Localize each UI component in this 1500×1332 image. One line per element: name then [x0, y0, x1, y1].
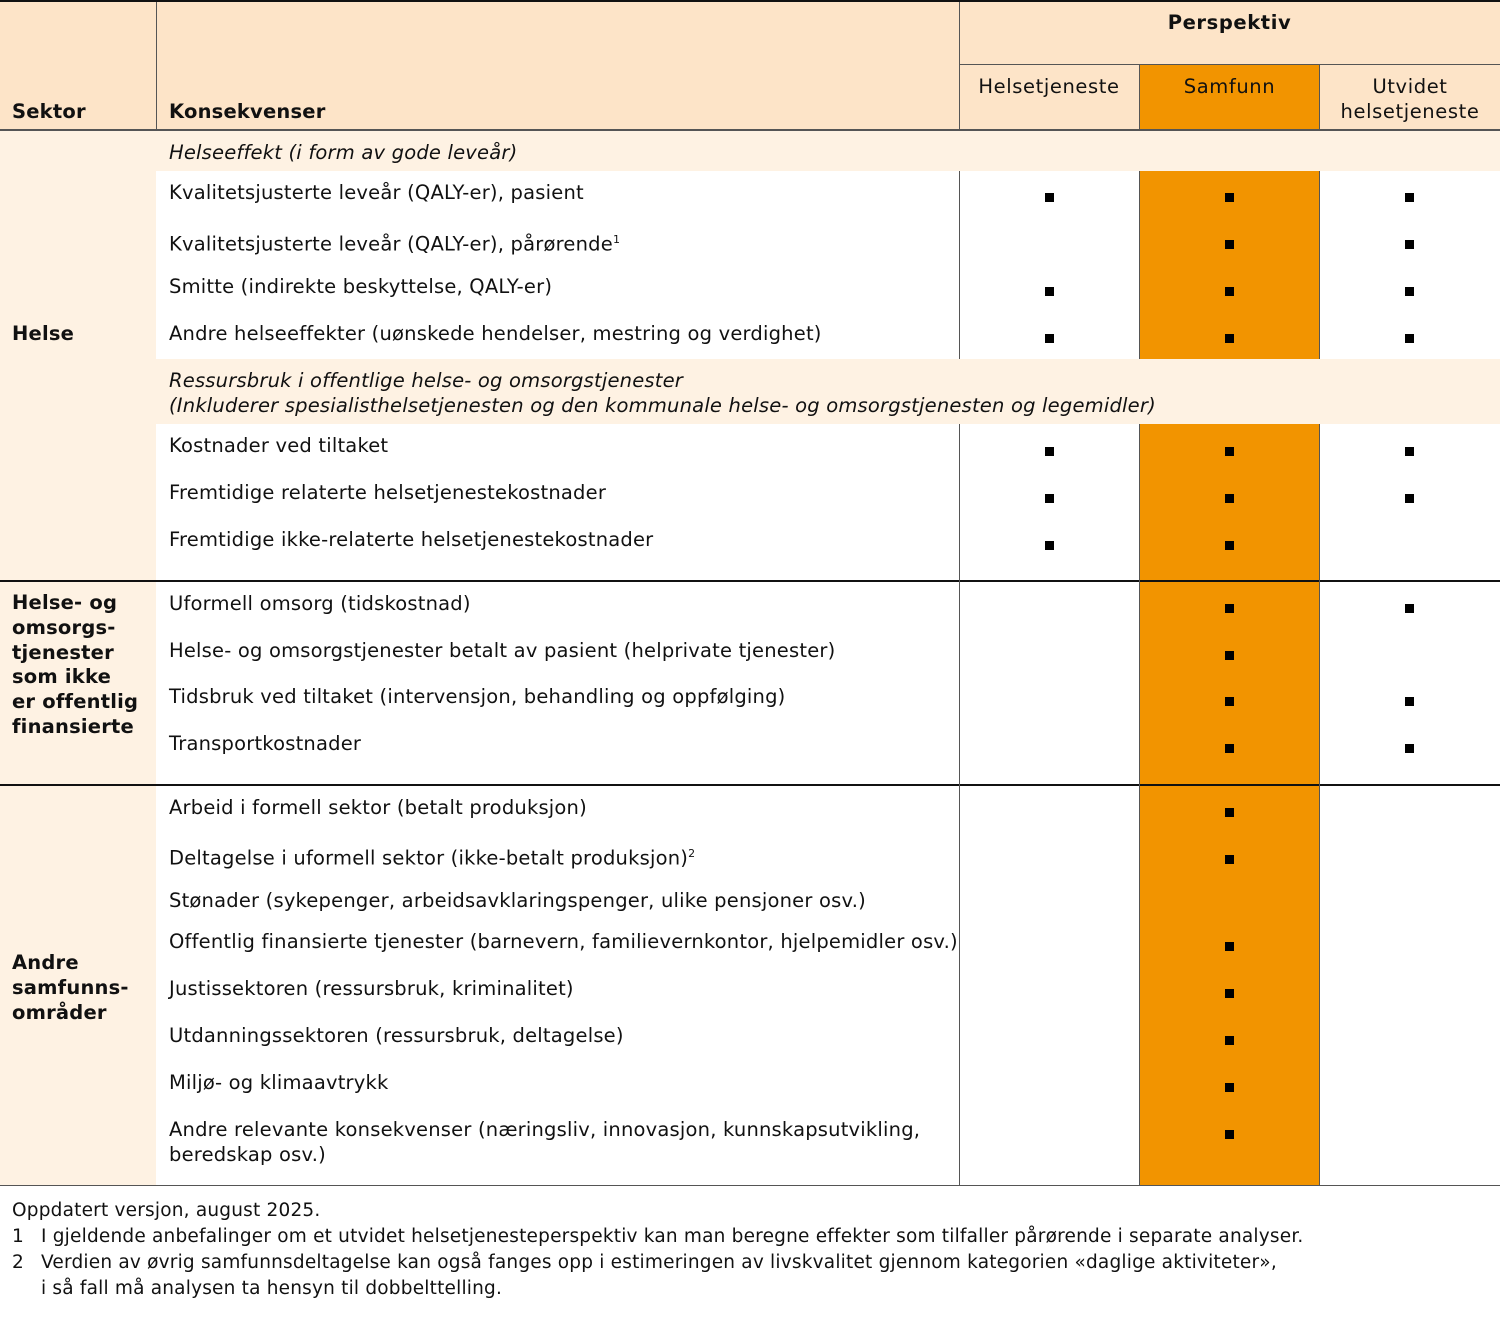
row-label: Kostnader ved tiltaket [169, 434, 389, 457]
sector-line: samfunns- [12, 975, 129, 999]
mark-helsetjeneste [1045, 287, 1054, 296]
header-helsetjeneste: Helsetjeneste [978, 75, 1120, 98]
col-divider-helsetj-b [1139, 424, 1140, 1185]
table-bottom-rule [0, 1185, 1500, 1186]
mark-utvidet [1405, 287, 1414, 296]
mark-samfunn [1225, 193, 1234, 202]
sector-line: Andre [12, 951, 79, 974]
mark-samfunn [1225, 808, 1234, 817]
row-label: Stønader (sykepenger, arbeidsavklaringspenger, ulike pensjoner osv.) [169, 889, 866, 912]
header-utvidet-line2: helsetjeneste [1340, 100, 1480, 123]
mark-helsetjeneste [1045, 447, 1054, 456]
mark-utvidet [1405, 240, 1414, 249]
row-label: Miljø- og klimaavtrykk [169, 1071, 389, 1094]
sector-line: Helse- og [12, 591, 118, 614]
mark-utvidet [1405, 494, 1414, 503]
row-label [169, 841, 695, 871]
sector-line: er offentlig [12, 690, 139, 714]
mark-utvidet [1405, 447, 1414, 456]
mark-samfunn [1225, 334, 1234, 343]
mark-helsetjeneste [1045, 193, 1054, 202]
mark-helsetjeneste [1045, 494, 1054, 503]
mark-samfunn [1225, 494, 1234, 503]
row-label: Utdanningssektoren (ressursbruk, deltagelse) [169, 1024, 624, 1047]
subheader-ressursbruk-line1: Ressursbruk i offentlige helse- og omsorgstjenester [169, 369, 684, 392]
row-label: Kvalitetsjusterte leveår (QALY-er), pasient [169, 181, 584, 204]
row-label-line2: beredskap osv.) [169, 1143, 326, 1166]
footnote-number: 2 [12, 1252, 24, 1273]
col-divider-samfunn-b [1319, 424, 1320, 1185]
col-divider-helsetj-a [1139, 171, 1140, 359]
mark-utvidet [1405, 744, 1414, 753]
updated-note: Oppdatert versjon, august 2025. [12, 1200, 321, 1221]
col-divider-konsekvenser-b [959, 424, 960, 1185]
sector-line: tjenester [12, 640, 114, 664]
footnote-ref: 2 [688, 847, 696, 860]
row-label: Arbeid i formell sektor (betalt produksjon) [169, 796, 587, 819]
table-top-rule [0, 0, 1500, 2]
mark-samfunn [1225, 1083, 1234, 1092]
row-label [169, 1117, 920, 1167]
row-label: Offentlig finansierte tjenester (barnevern, familievernkontor, hjelpemidler osv.) [169, 930, 958, 953]
mark-utvidet [1405, 334, 1414, 343]
mark-samfunn [1225, 287, 1234, 296]
section-divider-1 [0, 580, 1500, 582]
header-utvidet [1320, 74, 1500, 124]
row-label: Tidsbruk ved tiltaket (intervensjon, behandling og oppfølging) [169, 685, 786, 708]
sector-andre-samfunnsomrader [12, 951, 129, 1025]
sector-line: finansierte [12, 714, 134, 738]
row-label: Helse- og omsorgstjenester betalt av pasient (helprivate tjenester) [169, 639, 836, 662]
row-label: Justissektoren (ressursbruk, kriminalitet) [169, 977, 574, 1000]
row-label: Fremtidige relaterte helsetjenestekostnader [169, 481, 607, 504]
footnote-text: Verdien av øvrig samfunnsdeltagelse kan også fanges opp i estimeringen av livskvalitet gjennom kategorien «daglige aktiviteter», [41, 1252, 1277, 1273]
row-label-line1: Andre relevante konsekvenser (næringsliv, innovasjon, kunnskapsutvikling, [169, 1118, 921, 1141]
row-label: Smitte (indirekte beskyttelse, QALY-er) [169, 275, 553, 298]
row-label-text: Deltagelse i uformell sektor (ikke-betalt produksjon) [169, 846, 689, 870]
header-sektor: Sektor [12, 100, 86, 123]
footnote-text: I gjeldende anbefalinger om et utvidet helsetjenesteperspektiv kan man beregne effekter som tilfaller pårørende i separate analyser. [41, 1226, 1304, 1247]
sector-private-omsorg [12, 591, 138, 740]
mark-samfunn [1225, 1130, 1234, 1139]
header-samfunn: Samfunn [1183, 75, 1276, 98]
mark-samfunn [1225, 1036, 1234, 1045]
col-divider-sektor [156, 2, 157, 131]
row-label-text: Kvalitetsjusterte leveår (QALY-er), pårørende [169, 232, 613, 256]
mark-samfunn [1225, 651, 1234, 660]
mark-samfunn [1225, 604, 1234, 613]
mark-helsetjeneste [1045, 334, 1054, 343]
samfunn-column-band-2 [1139, 424, 1320, 1185]
row-label: Andre helseeffekter (uønskede hendelser, mestring og verdighet) [169, 322, 822, 345]
footnote-ref: 1 [612, 233, 621, 246]
row-label: Fremtidige ikke-relaterte helsetjenestekostnader [169, 528, 654, 551]
subheader-helseeffekt: Helseeffekt (i form av gode leveår) [169, 141, 518, 164]
mark-samfunn [1225, 541, 1234, 550]
mark-samfunn [1225, 744, 1234, 753]
row-label: Transportkostnader [169, 732, 362, 755]
mark-helsetjeneste [1045, 541, 1054, 550]
mark-samfunn [1225, 447, 1234, 456]
sector-line: som ikke [12, 665, 112, 689]
subheader-ressursbruk [169, 368, 1156, 418]
mark-samfunn [1225, 855, 1234, 864]
subheader-ressursbruk-line2: (Inkluderer spesialisthelsetjenesten og den kommunale helse- og omsorgstjenesten og legemidler) [169, 394, 1156, 417]
perspektiv-divider [959, 64, 1500, 65]
header-perspektiv: Perspektiv [1167, 11, 1292, 34]
header-bottom-rule [0, 129, 1500, 131]
footnote-text-line2: i så fall må analysen ta hensyn til dobbelttelling. [41, 1278, 503, 1299]
section-divider-2 [0, 784, 1500, 786]
mark-samfunn [1225, 989, 1234, 998]
sector-line: omsorgs- [12, 615, 116, 639]
mark-utvidet [1405, 193, 1414, 202]
footnote-number: 1 [12, 1226, 24, 1247]
mark-samfunn [1225, 942, 1234, 951]
header-konsekvenser: Konsekvenser [169, 100, 326, 123]
header-utvidet-line1: Utvidet [1372, 75, 1448, 98]
sector-line: områder [12, 1000, 107, 1024]
footnote-1 [12, 1224, 1304, 1250]
footnote-2 [12, 1250, 1277, 1302]
col-divider-konsekvenser-a [959, 171, 960, 359]
row-label [169, 227, 620, 257]
col-divider-samfunn-a [1319, 171, 1320, 359]
mark-utvidet [1405, 604, 1414, 613]
mark-utvidet [1405, 697, 1414, 706]
mark-samfunn [1225, 697, 1234, 706]
mark-samfunn [1225, 240, 1234, 249]
sector-helse: Helse [12, 322, 75, 345]
row-label: Uformell omsorg (tidskostnad) [169, 592, 471, 615]
